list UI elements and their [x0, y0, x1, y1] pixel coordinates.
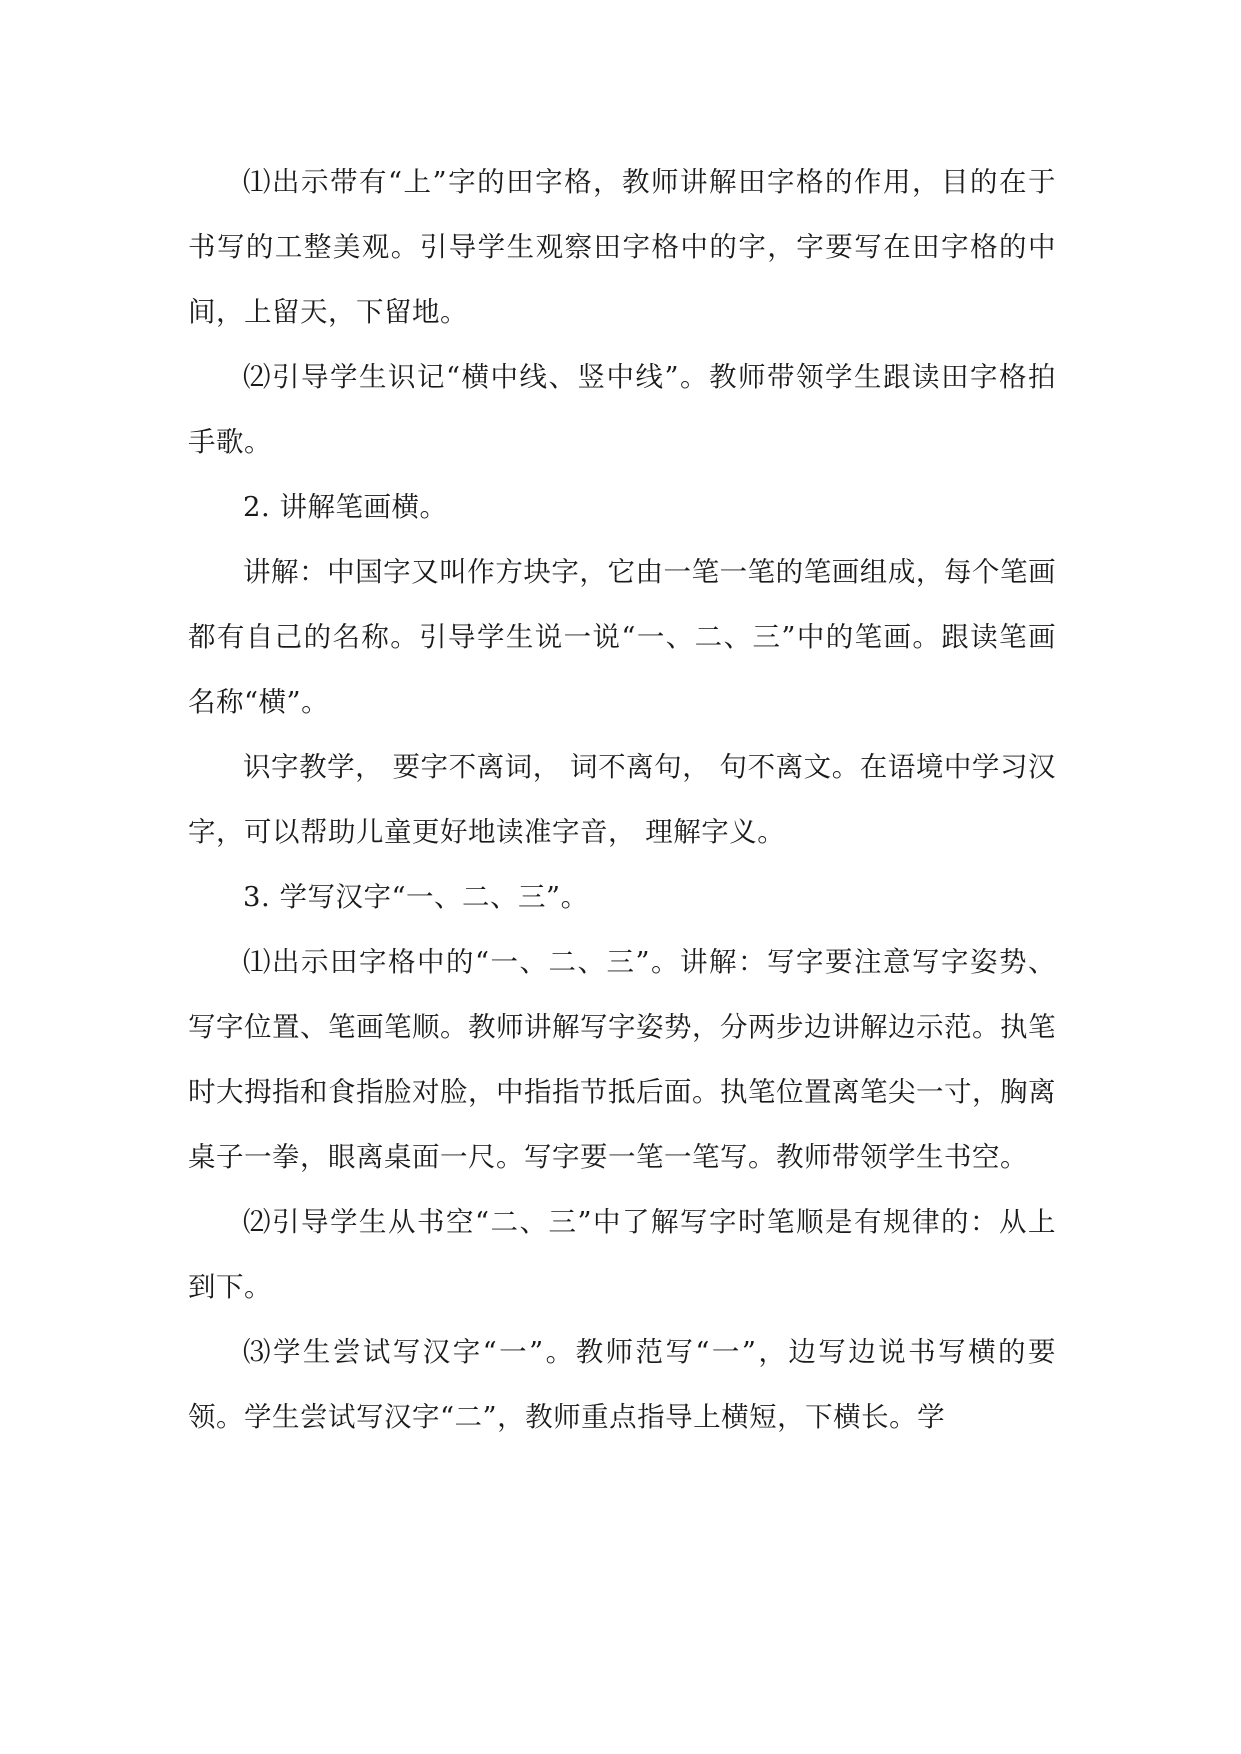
paragraph-stroke-explanation: 讲解：中国字又叫作方块字，它由一笔一笔的笔画组成，每个笔画都有自己的名称。引导学生说一说“一、二、三”中的笔画。跟读笔画名称“横”。 — [188, 556, 1056, 718]
paragraph-writing-posture: ⑴出示田字格中的“一、二、三”。讲解：写字要注意写字姿势、写字位置、笔画笔顺。教师讲解写字姿势，分两步边讲解边示范。执笔时大拇指和食指脸对脸，中指指节抵后面。执笔位置离笔尖一寸，胸离桌子一拳，眼离桌面一尺。写字要一笔一笔写。教师带领学生书空。 — [188, 946, 1056, 1173]
section-heading-3: 3. 学写汉字“一、二、三”。 — [243, 881, 589, 913]
paragraph-stroke-order: ⑵引导学生从书空“二、三”中了解写字时笔顺是有规律的：从上到下。 — [188, 1206, 1056, 1303]
section-heading-2: 2. 讲解笔画横。 — [243, 491, 448, 523]
paragraph-writing-practice: ⑶学生尝试写汉字“一”。教师范写“一”，边写边说书写横的要领。学生尝试写汉字“二”，教师重点指导上横短，下横长。学 — [188, 1336, 1056, 1433]
document-page — [188, 150, 1056, 1450]
paragraph-tianzige-intro: ⑴出示带有“上”字的田字格，教师讲解田字格的作用，目的在于书写的工整美观。引导学生观察田字格中的字，字要写在田字格的中间，上留天，下留地。 — [188, 166, 1056, 328]
paragraph-literacy-note: 识字教学， 要字不离词， 词不离句， 句不离文。在语境中学习汉字，可以帮助儿童更好地读准字音， 理解字义。 — [188, 751, 1056, 848]
paragraph-center-lines: ⑵引导学生识记“横中线、竖中线”。教师带领学生跟读田字格拍手歌。 — [188, 361, 1056, 458]
